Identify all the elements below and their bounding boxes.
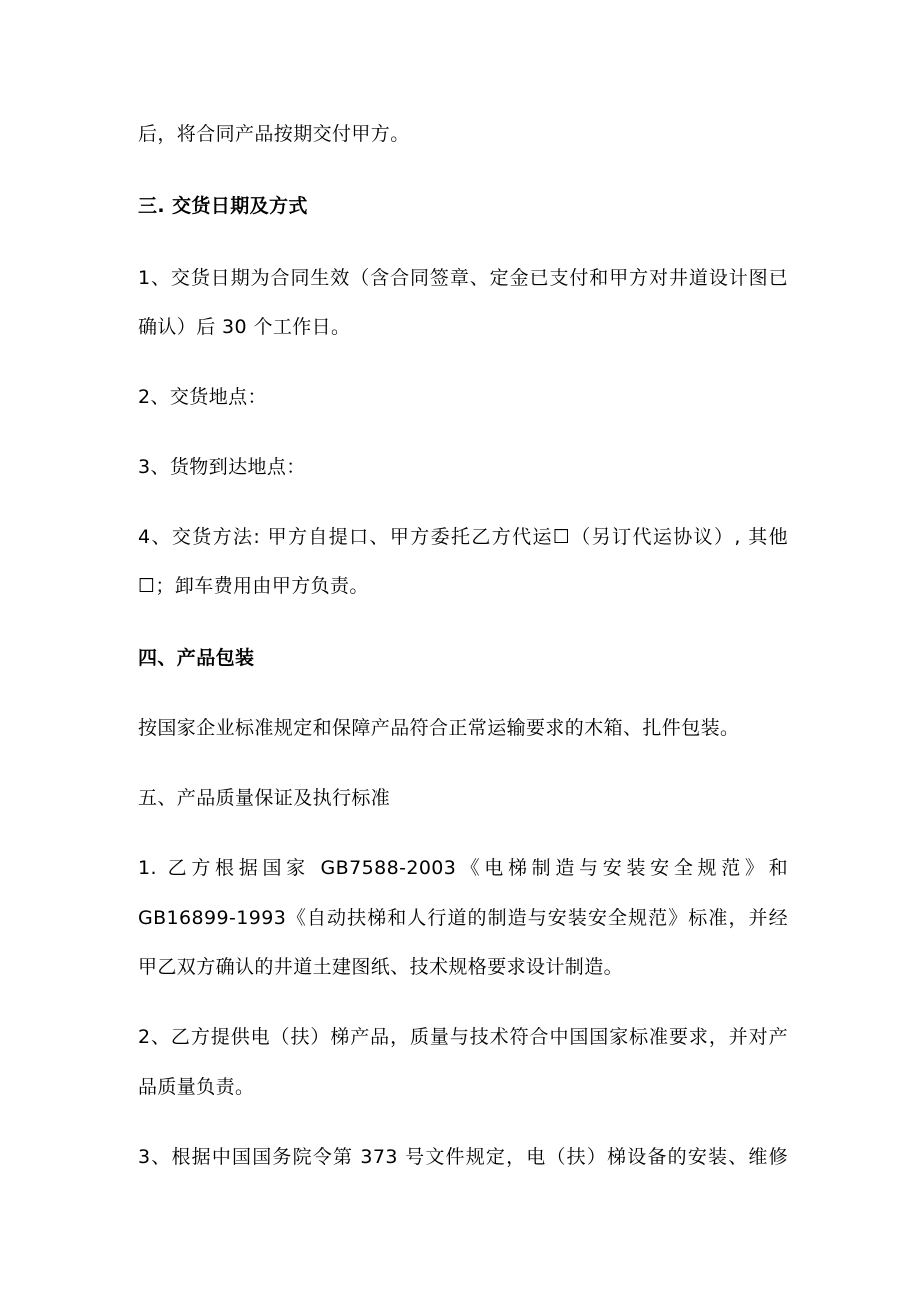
section-heading: 三. 交货日期及方式 bbox=[138, 195, 308, 217]
section-heading: 五、产品质量保证及执行标准 bbox=[138, 787, 391, 809]
text-line: 4、交货方法: 甲方自提口、甲方委托乙方代运☐（另订代运协议）, 其他 bbox=[138, 526, 788, 548]
text-line: 2、交货地点： bbox=[138, 386, 267, 408]
text-line: 2、乙方提供电（扶）梯产品，质量与技术符合中国国家标准要求，并对产 bbox=[138, 1026, 788, 1048]
text-line: 3、货物到达地点： bbox=[138, 456, 306, 478]
text-line: 确认）后 30 个工作日。 bbox=[138, 316, 351, 338]
text-line: 1. 乙方根据国家 GB7588-2003《电梯制造与安装安全规范》和 bbox=[138, 857, 788, 879]
text-line: 品质量负责。 bbox=[138, 1076, 255, 1098]
text-line: ☐；卸车费用由甲方负责。 bbox=[138, 575, 369, 597]
text-line: 甲乙双方确认的井道土建图纸、技术规格要求设计制造。 bbox=[138, 956, 624, 978]
section-heading: 四、产品包装 bbox=[138, 647, 255, 669]
text-line: 后，将合同产品按期交付甲方。 bbox=[138, 123, 410, 145]
text-line: 1、交货日期为合同生效（含合同签章、定金已支付和甲方对井道设计图已 bbox=[138, 267, 788, 289]
text-line: GB16899-1993《自动扶梯和人行道的制造与安装安全规范》标准，并经 bbox=[138, 907, 788, 929]
text-line: 按国家企业标准规定和保障产品符合正常运输要求的木箱、扎件包装。 bbox=[138, 717, 740, 739]
text-line: 3、根据中国国务院令第 373 号文件规定，电（扶）梯设备的安装、维修 bbox=[138, 1146, 788, 1168]
